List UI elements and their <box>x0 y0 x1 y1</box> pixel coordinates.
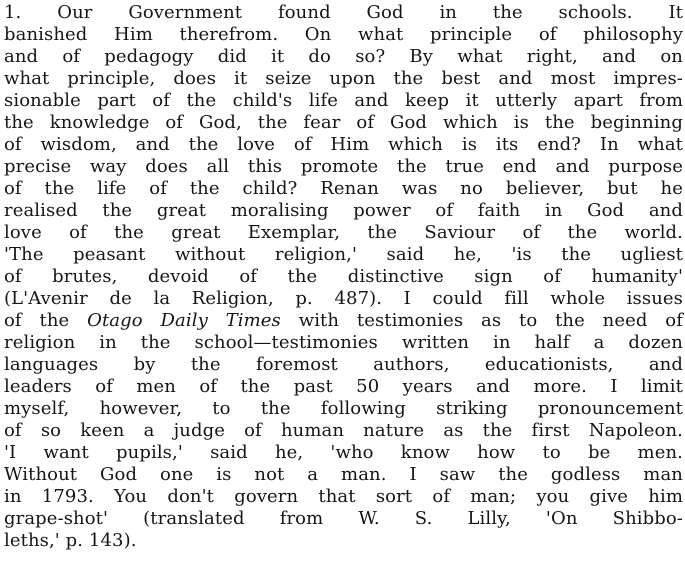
text-line: Without God one is not a man. I saw the godless man <box>4 464 683 485</box>
text-line: sionable part of the child's life and keep it utterly apart from <box>4 90 683 111</box>
text-line: of brutes, devoid of the distinctive sign of humanity' <box>4 266 683 287</box>
text-line: banished Him therefrom. On what principle of philosophy <box>4 24 683 45</box>
text-line-last: leths,' p. 143). <box>4 530 137 551</box>
text-line: of so keen a judge of human nature as the first Napoleon. <box>4 420 683 441</box>
text-fragment: with testimonies as to the need of <box>298 310 683 331</box>
text-line: myself, however, to the following striking pronouncement <box>4 398 683 419</box>
text-line: what principle, does it seize upon the best and most impres- <box>4 68 683 89</box>
text-line: 'I want pupils,' said he, 'who know how to be men. <box>4 442 683 463</box>
text-line: the knowledge of God, the fear of God which is the beginning <box>4 112 683 133</box>
text-line: religion in the school—testimonies written in half a dozen <box>4 332 683 353</box>
text-line: 'The peasant without religion,' said he, 'is the ugliest <box>4 244 683 265</box>
text-line: of the life of the child? Renan was no believer, but he <box>4 178 683 199</box>
text-line: love of the great Exemplar, the Saviour of the world. <box>4 222 683 243</box>
text-line: in 1793. You don't govern that sort of man; you give him <box>4 486 683 507</box>
newspaper-title: Otago Daily Times <box>87 310 281 331</box>
text-line: (L'Avenir de la Religion, p. 487). I could fill whole issues <box>4 288 683 309</box>
text-line: languages by the foremost authors, educationists, and <box>4 354 683 375</box>
text-line-with-italic <box>4 310 683 332</box>
text-line: grape-shot' (translated from W. S. Lilly, 'On Shibbo- <box>4 508 683 529</box>
text-line: leaders of men of the past 50 years and more. I limit <box>4 376 683 397</box>
text-line: 1. Our Government found God in the schools. It <box>4 2 683 23</box>
text-fragment: of the <box>4 310 70 331</box>
text-line: and of pedagogy did it do so? By what right, and on <box>4 46 683 67</box>
text-line: precise way does all this promote the true end and purpose <box>4 156 683 177</box>
text-line: of wisdom, and the love of Him which is its end? In what <box>4 134 683 155</box>
text-line: realised the great moralising power of faith in God and <box>4 200 683 221</box>
